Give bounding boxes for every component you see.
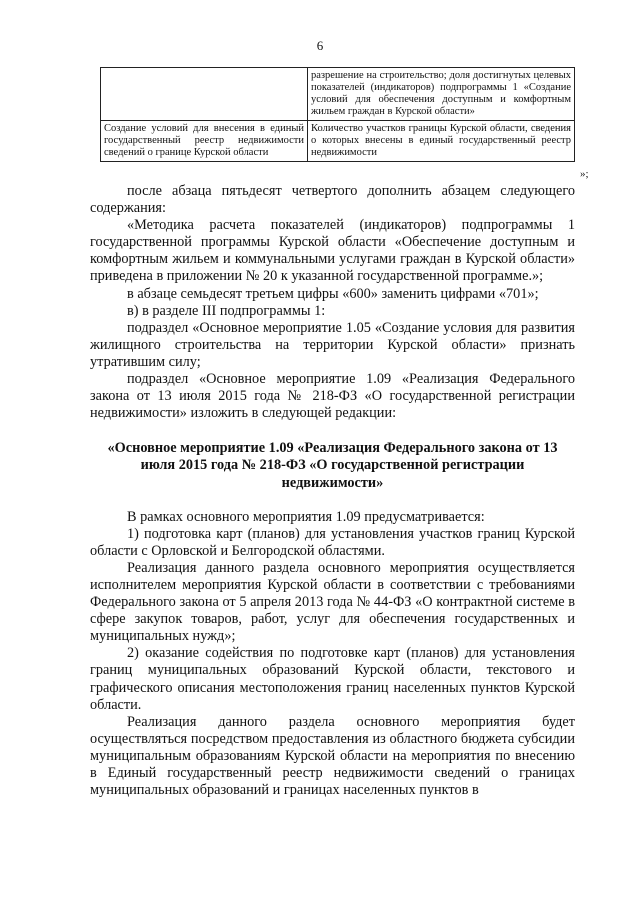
indicator-table [100, 67, 575, 162]
paragraph: Реализация данного раздела основного мероприятия осуществляется исполнителем мероприятия Курской области в соответствии с требованиями Федерального закона от 5 апреля 2013 года № 44-ФЗ «О контрактной системе в сфере закупок товаров, работ, услуг для обеспечения государственных и муниципальных нужд»; [90, 559, 575, 645]
closing-quote-mark: »; [580, 168, 589, 180]
paragraph: в абзаце семьдесят третьем цифры «600» заменить цифрами «701»; [127, 285, 539, 302]
paragraph: «Методика расчета показателей (индикаторов) подпрограммы 1 государственной программы Курской области «Обеспечение доступным и комфортным жильем и коммунальными услугами граждан в Курской области» приведена в приложении № 20 к указанной государственной программе.»; [90, 217, 575, 285]
document-body [90, 183, 575, 799]
table-cell [101, 68, 308, 121]
paragraph: после абзаца пятьдесят четвертого дополнить абзацем следующего содержания: [90, 183, 575, 217]
table-cell: Создание условий для внесения в единый государственный реестр недвижимости сведений о границе Курской области [101, 121, 308, 162]
section-heading: «Основное мероприятие 1.09 «Реализация Федерального закона от 13 июля 2015 года № 218-ФЗ «О государственной регистрации недвижимости» [107, 440, 558, 491]
table-cell: Количество участков границы Курской области, сведения о которых внесены в единый государственный реестр недвижимости [308, 121, 575, 162]
paragraph: 1) подготовка карт (планов) для установления участков границ Курской области с Орловской и Белгородской областями. [90, 525, 575, 559]
paragraph: подраздел «Основное мероприятие 1.05 «Создание условия для развития жилищного строительства на территории Курской области» признать утратившим силу; [90, 319, 575, 370]
table-row [101, 68, 575, 121]
paragraph: 2) оказание содействия по подготовке карт (планов) для установления границ муниципальных образований Курской области, текстового и графического описания местоположения границ населенных пунктов Курской области. [90, 645, 575, 713]
page-number: 6 [316, 38, 324, 53]
paragraph: Реализация данного раздела основного мероприятия будет осуществляться посредством предоставления из областного бюджета субсидии муниципальным образованиям Курской области на мероприятия по внесению в Единый государственный реестр недвижимости сведений о границах муниципальных образований и границах населенных пунктов в [90, 713, 575, 799]
paragraph: в) в разделе III подпрограммы 1: [127, 302, 326, 319]
table-cell: разрешение на строительство; доля достигнутых целевых показателей (индикаторов) подпрограммы 1 «Создание условий для обеспечения доступным и комфортным жильем граждан в Курской области» [308, 68, 575, 121]
paragraph: В рамках основного мероприятия 1.09 предусматривается: [127, 508, 485, 525]
paragraph: подраздел «Основное мероприятие 1.09 «Реализация Федерального закона от 13 июля 2015 года № 218-ФЗ «О государственной регистрации недвижимости» изложить в следующей редакции: [90, 371, 575, 422]
table-row [101, 121, 575, 162]
